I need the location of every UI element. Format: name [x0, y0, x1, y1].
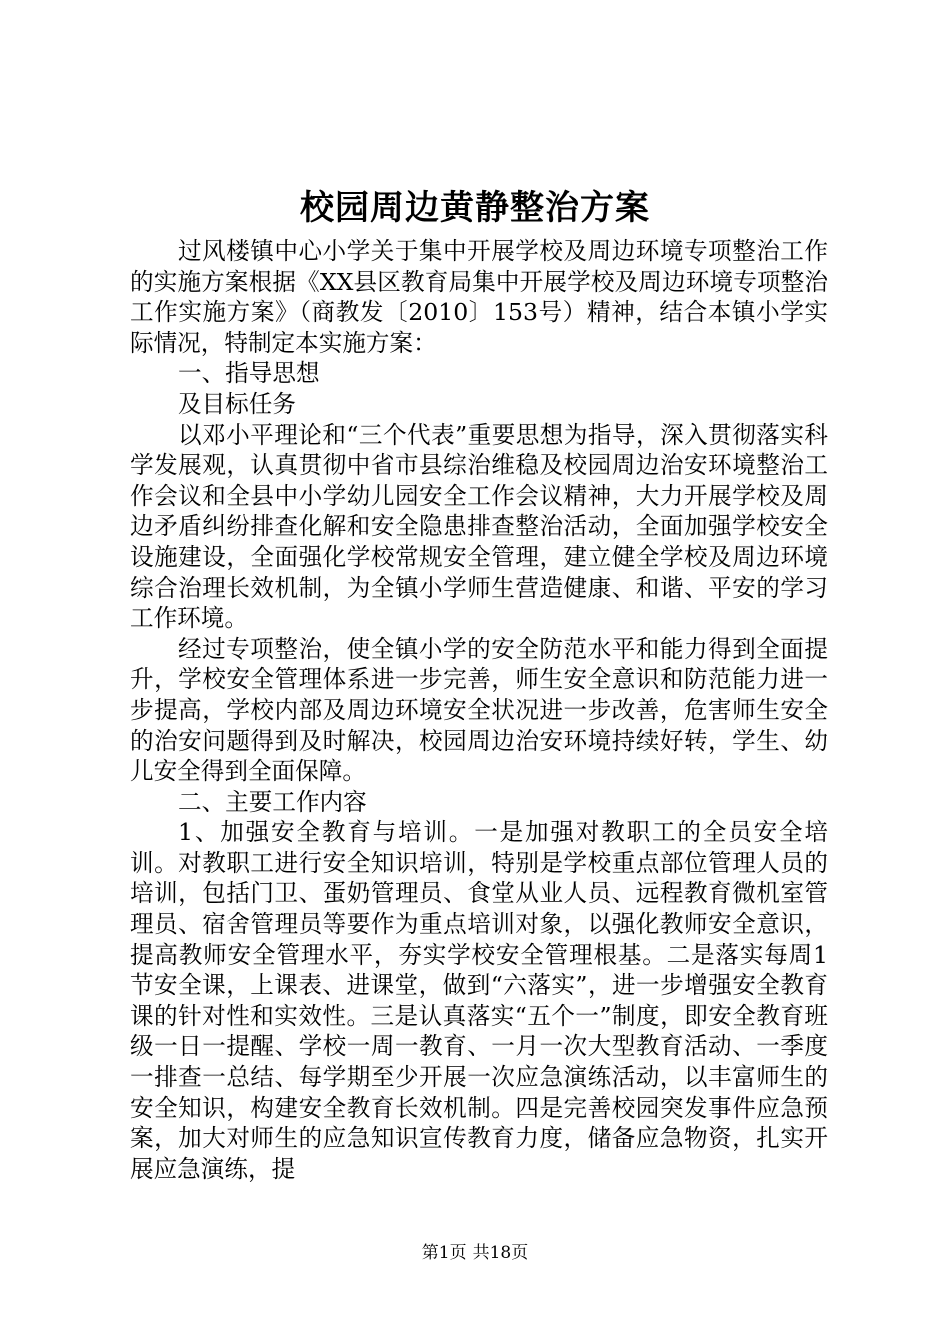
section-heading-1a: 一、指导思想 [178, 359, 320, 388]
guiding-paragraph: 以邓小平理论和“三个代表”重要思想为指导，深入贯彻落实科学发展观，认真贯彻中省市县综治维稳及校园周边治安环境整治工作会议和全县中小学幼儿园安全工作会议精神，大力开展学校及周边矛盾纠纷排查化解和安全隐患排查整治活动，全面加强学校安全设施建设，全面强化学校常规安全管理，建立健全学校及周边环境综合治理长效机制，为全镇小学师生营造健康、和谐、平安的学习工作环境。 [130, 420, 828, 633]
document-title: 校园周边黄静整治方案 [300, 188, 650, 228]
section-heading-2: 二、主要工作内容 [178, 787, 367, 816]
page-number: 第1页 [421, 1243, 467, 1263]
page-total: 共18页 [472, 1243, 529, 1263]
page-footer [0, 1241, 950, 1265]
item-1-paragraph: 1、加强安全教育与培训。一是加强对教职工的全员安全培训。对教职工进行安全知识培训，特别是学校重点部位管理人员的培训，包括门卫、蛋奶管理员、食堂从业人员、远程教育微机室管理员、宿舍管理员等要作为重点培训对象，以强化教师安全意识，提高教师安全管理水平，夯实学校安全管理根基。二是落实每周1节安全课，上课表、进课堂，做到“六落实”，进一步增强安全教育课的针对性和实效性。三是认真落实“五个一”制度，即安全教育班级一日一提醒、学校一周一教育、一月一次大型教育活动、一季度一排查一总结、每学期至少开展一次应急演练活动，以丰富师生的安全知识，构建安全教育长效机制。四是完善校园突发事件应急预案，加大对师生的应急知识宣传教育力度，储备应急物资，扎实开展应急演练，提 [130, 818, 828, 1183]
document-body [130, 236, 828, 1184]
intro-paragraph: 过风楼镇中心小学关于集中开展学校及周边环境专项整治工作的实施方案根据《XX县区教育局集中开展学校及周边环境专项整治工作实施方案》（商教发〔2010〕153号）精神，结合本镇小学实际情况，特制定本实施方案： [130, 237, 828, 357]
section-heading-1b: 及目标任务 [178, 389, 296, 418]
goal-paragraph: 经过专项整治，使全镇小学的安全防范水平和能力得到全面提升，学校安全管理体系进一步完善，师生安全意识和防范能力进一步提高，学校内部及周边环境安全状况进一步改善，危害师生安全的治安问题得到及时解决，校园周边治安环境持续好转，学生、幼儿安全得到全面保障。 [130, 634, 828, 786]
